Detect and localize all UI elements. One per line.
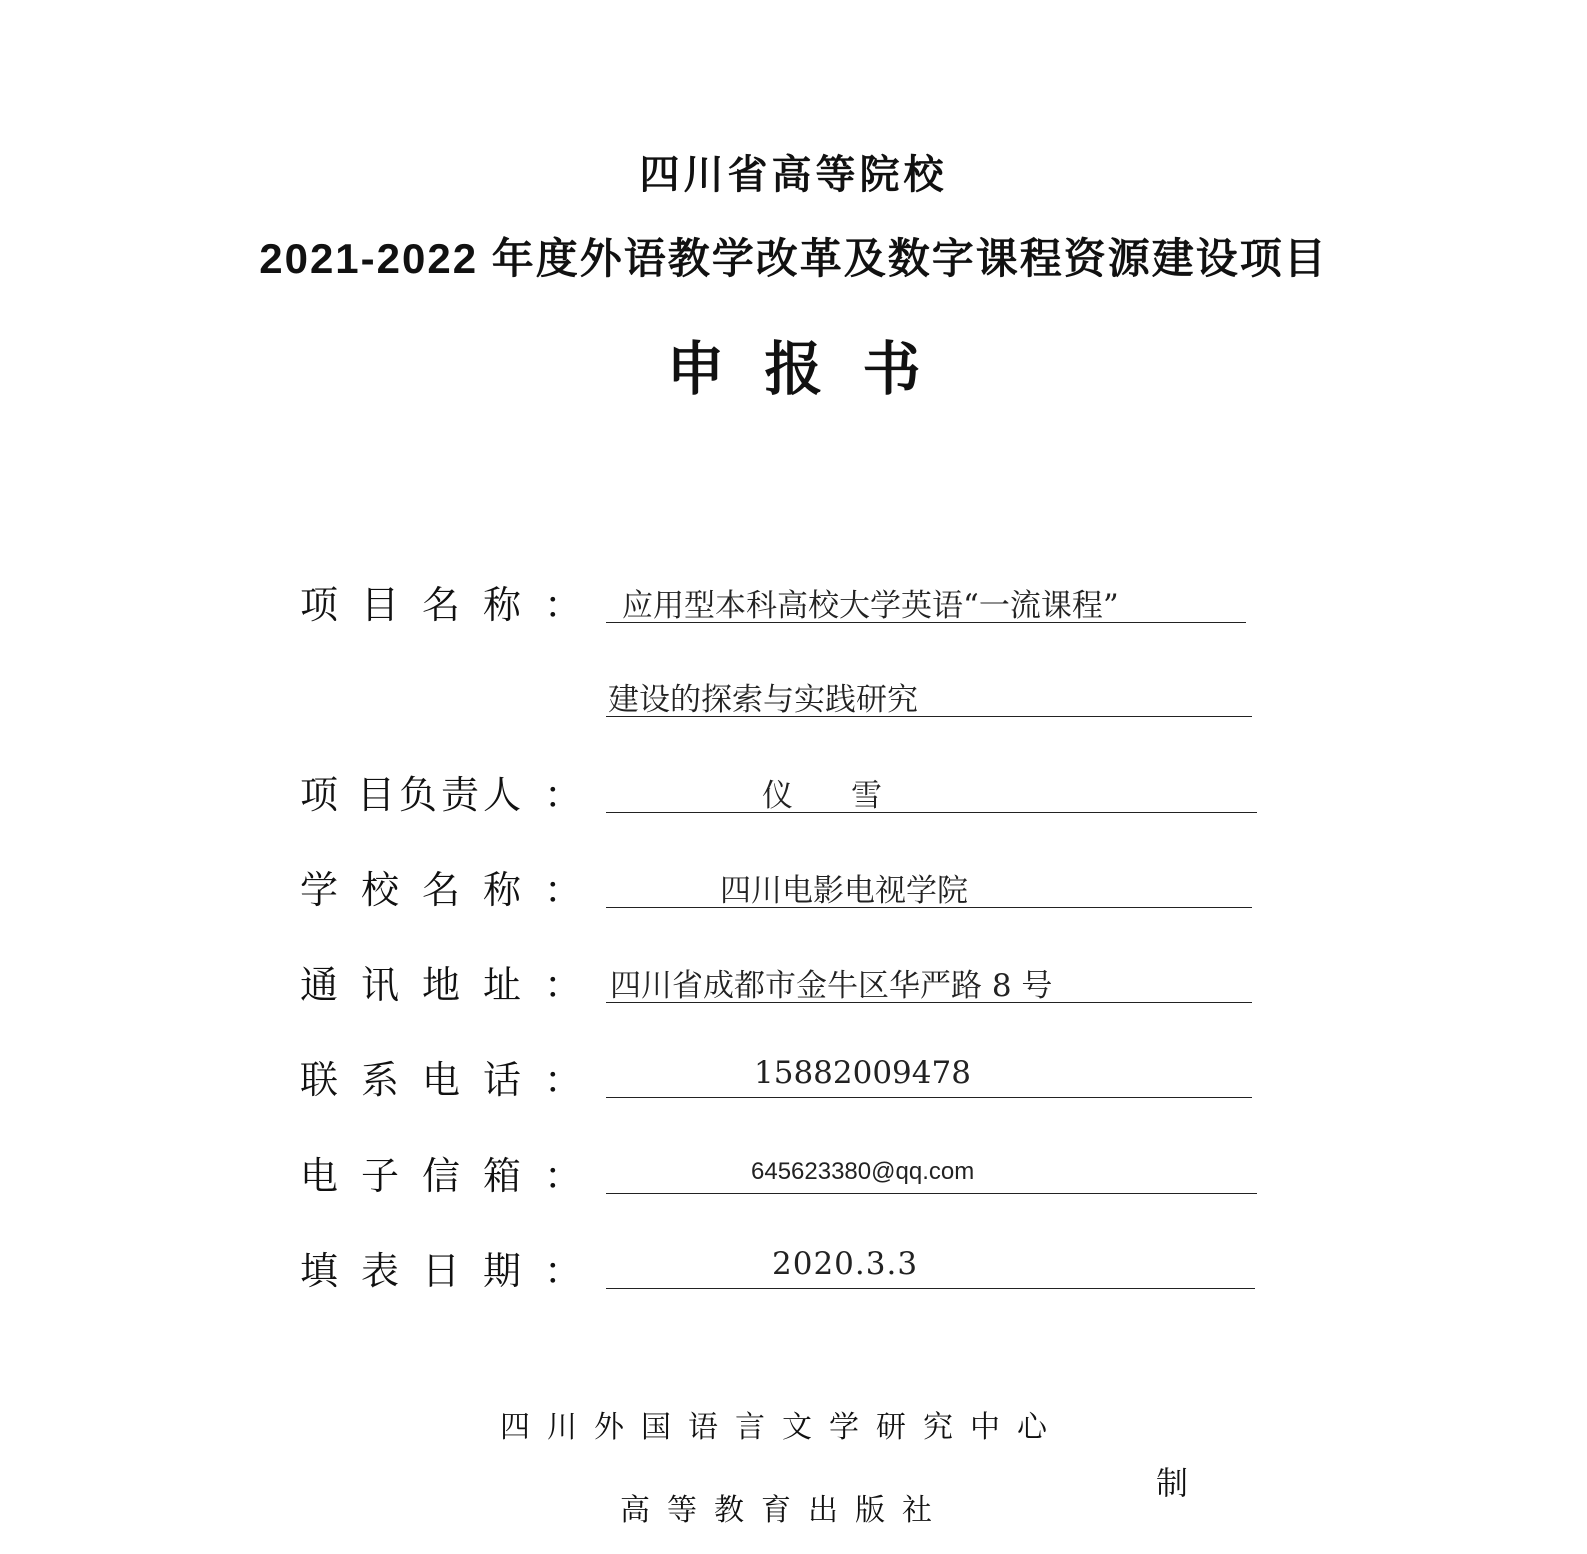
document-title-line2: 2021-2022 年度外语教学改革及数字课程资源建设项目 xyxy=(259,235,1328,282)
email-field xyxy=(606,1149,1257,1194)
footer-made-by-suffix: 制 xyxy=(1156,1464,1189,1502)
footer-org-foreign-language-center: 四川外国语言文学研究中心 xyxy=(500,1410,1064,1445)
school-name-field xyxy=(606,863,1252,908)
phone-label: 联 系 电 话 ： xyxy=(300,1058,582,1102)
phone-field xyxy=(606,1053,1252,1098)
fill-date-field xyxy=(606,1244,1255,1289)
address-field xyxy=(606,958,1252,1003)
fill-date-value: 2020.3.3 xyxy=(772,1246,919,1282)
address-label: 通 讯 地 址 ： xyxy=(300,963,582,1007)
project-name-field-line2 xyxy=(606,672,1252,717)
project-name-value-line2: 建设的探索与实践研究 xyxy=(608,682,918,718)
project-name-field-line1 xyxy=(606,578,1246,623)
phone-value: 15882009478 xyxy=(754,1055,971,1091)
footer-org-higher-education-press: 高等教育出版社 xyxy=(620,1493,949,1528)
fill-date-label: 填 表 日 期 ： xyxy=(300,1249,582,1293)
school-name-label: 学 校 名 称 ： xyxy=(300,868,582,912)
project-name-value-line1: 应用型本科高校大学英语“一流课程” xyxy=(622,588,1119,624)
project-leader-label: 项 目负责人 ： xyxy=(300,773,582,817)
document-title-line1: 四川省高等院校 xyxy=(639,151,948,198)
project-leader-value: 仪雪 xyxy=(762,778,940,814)
project-leader-field xyxy=(606,768,1257,813)
email-value: 645623380@qq.com xyxy=(751,1158,975,1185)
document-title-application: 申报书 xyxy=(666,335,961,403)
address-value: 四川省成都市金牛区华严路 8 号 xyxy=(610,968,1053,1004)
email-label: 电 子 信 箱 ： xyxy=(300,1154,582,1198)
project-name-label: 项 目 名 称 ： xyxy=(300,583,582,627)
school-name-value: 四川电影电视学院 xyxy=(720,873,968,909)
